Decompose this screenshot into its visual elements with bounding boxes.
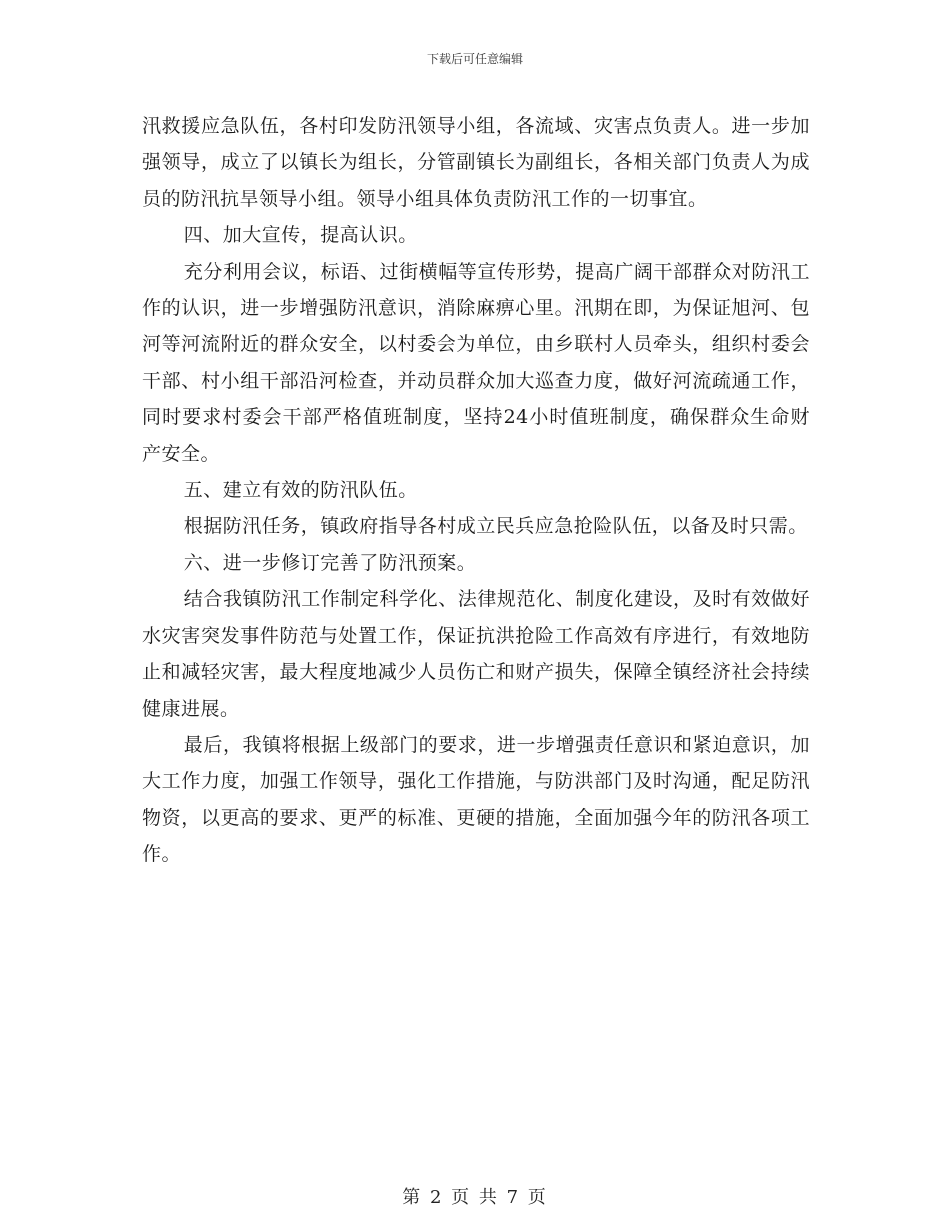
page-header-note: 下载后可任意编辑	[426, 52, 523, 66]
page-number: 第 2 页 共 7 页	[402, 1187, 548, 1208]
section-heading-4: 四、加大宣传，提高认识。	[183, 224, 418, 247]
section-heading-5: 五、建立有效的防汛队伍。	[183, 479, 418, 502]
paragraph-continued: 汛救援应急队伍，各村印发防汛领导小组，各流域、灾害点负责人。进一步加强领导，成立了以镇长为组长，分管副镇长为副组长，各相关部门负责人为成员的防汛抗旱领导小组。领导小组具体负责防汛工作的一切事宜。	[142, 115, 810, 210]
paragraph-publicity: 充分利用会议，标语、过街横幅等宣传形势，提高广阔干部群众对防汛工作的认识，进一步增强防汛意识，消除麻痹心里。汛期在即，为保证旭河、包河等河流附近的群众安全，以村委会为单位，由乡联村人员牵头，组织村委会干部、村小组干部沿河检查，并动员群众加大巡查力度，做好河流疏通工作，同时要求村委会干部严格值班制度，坚持24小时值班制度，确保群众生命财产安全。	[142, 260, 810, 465]
section-heading-6: 六、进一步修订完善了防汛预案。	[183, 551, 477, 574]
paragraph-team: 根据防汛任务，镇政府指导各村成立民兵应急抢险队伍，以备及时只需。	[183, 515, 808, 538]
paragraph-plan: 结合我镇防汛工作制定科学化、法律规范化、制度化建设，及时有效做好水灾害突发事件防范与处置工作，保证抗洪抢险工作高效有序进行，有效地防止和减轻灾害，最大程度地减少人员伤亡和财产损失，保障全镇经济社会持续健康进展。	[142, 588, 810, 720]
document-body	[142, 108, 810, 873]
paragraph-conclusion: 最后，我镇将根据上级部门的要求，进一步增强责任意识和紧迫意识，加大工作力度，加强工作领导，强化工作措施，与防洪部门及时沟通，配足防汛物资，以更高的要求、更严的标准、更硬的措施，全面加强今年的防汛各项工作。	[142, 733, 810, 866]
